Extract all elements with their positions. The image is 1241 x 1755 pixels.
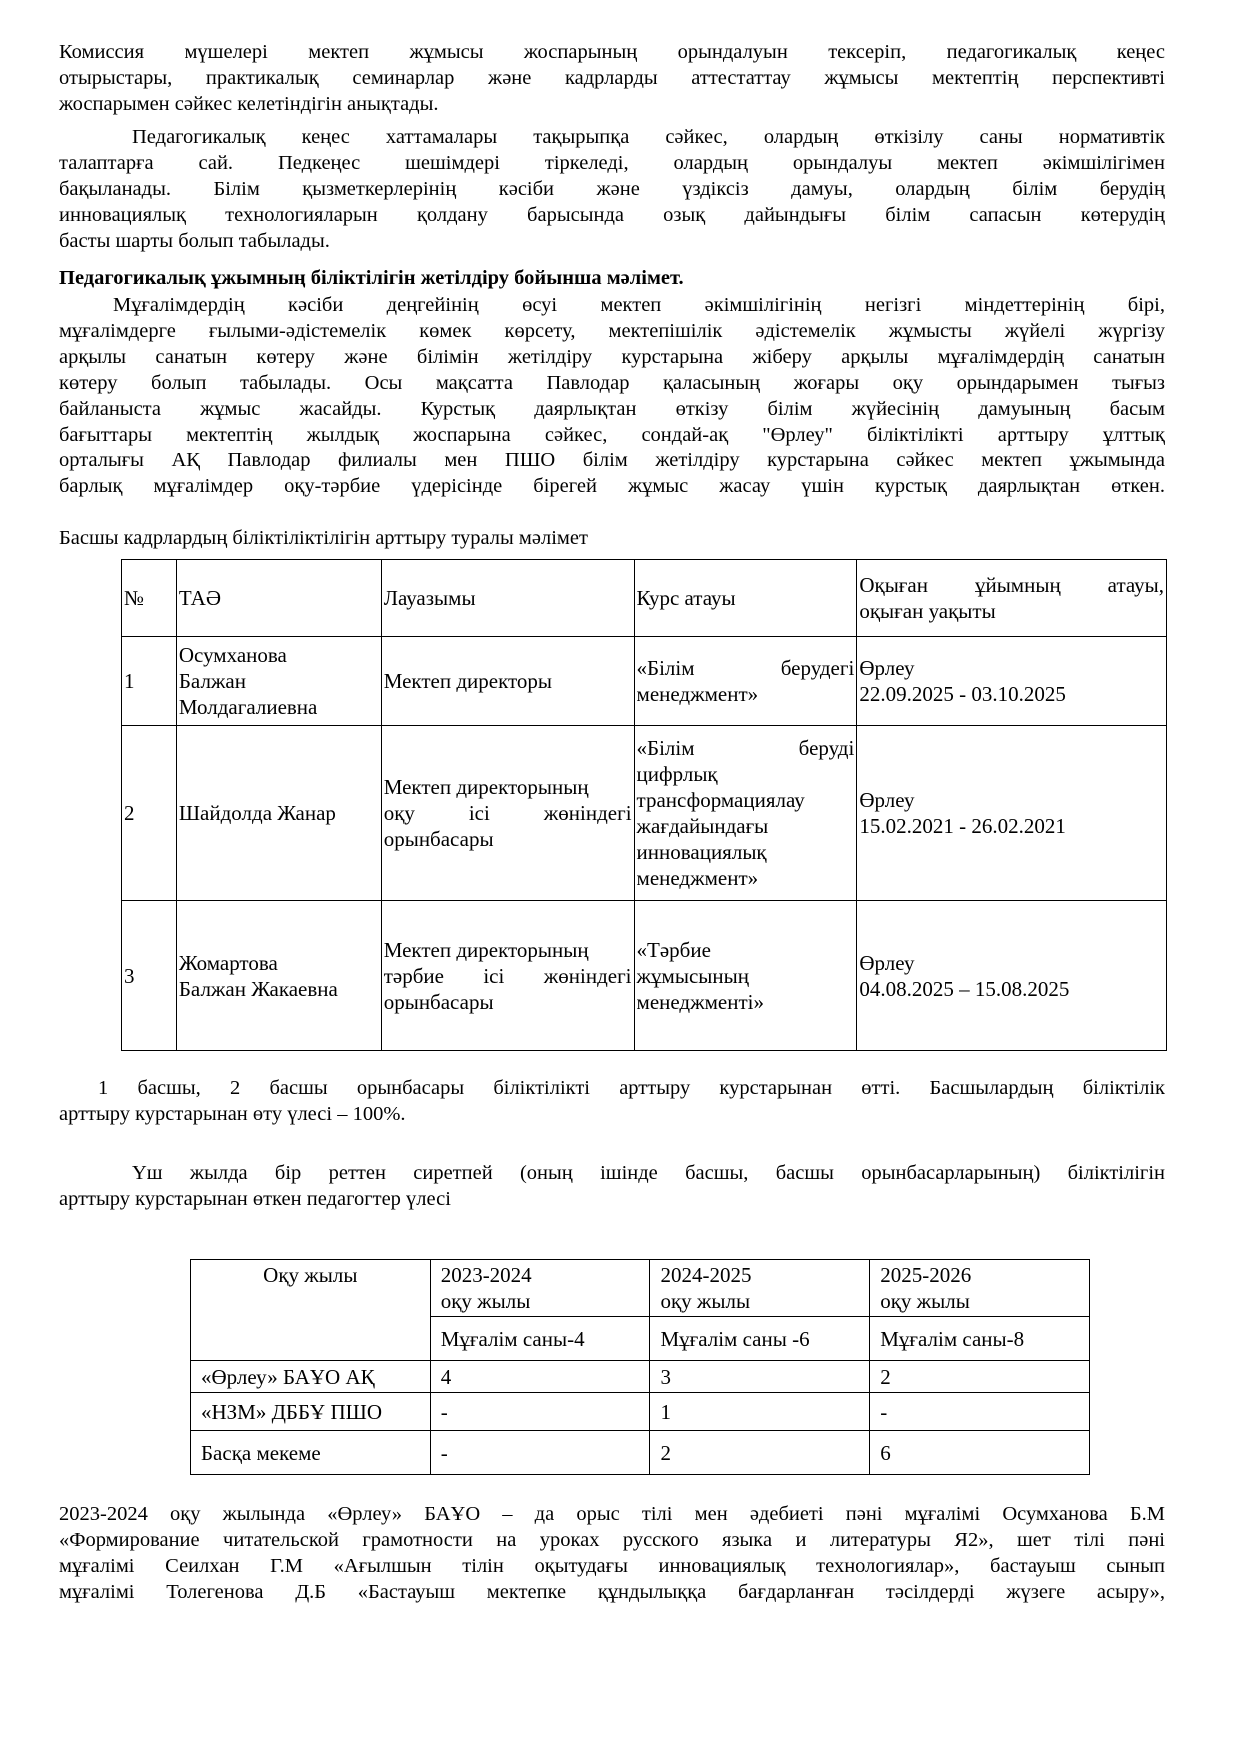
teacher-share-table (190, 1259, 1090, 1475)
row-organization (857, 637, 1167, 726)
row-value: 4 (430, 1361, 650, 1393)
text-line: орталығы АҚ Павлодар филиалы мен ПШО білім жетілдіру курстарына сәйкес мектеп ұжымында (59, 449, 1165, 472)
row-name (176, 637, 381, 726)
row-value: - (870, 1393, 1090, 1431)
table-row (191, 1431, 1090, 1475)
row-number: 3 (122, 901, 177, 1051)
row-label: «Өрлеу» БАҰО АҚ (191, 1361, 431, 1393)
row-value: - (430, 1431, 650, 1475)
row-position (381, 901, 634, 1051)
text-line: «Формирование читательской грамотности на уроках русского языка и литературы Я2», шет тілі пәні (59, 1528, 1165, 1551)
table-header-row (191, 1260, 1090, 1317)
table-row (191, 1361, 1090, 1393)
row-label: Басқа мекеме (191, 1431, 431, 1475)
cell-line: Балжан (178, 669, 246, 693)
header-course: Курс атауы (634, 560, 857, 637)
cell-line: менеджмент» (636, 682, 759, 706)
cell-line: 15.02.2021 - 26.02.2021 (859, 814, 1066, 838)
cell-line: Өрлеу (859, 788, 915, 812)
share-paragraph (59, 1161, 1165, 1213)
row-value: 1 (650, 1393, 870, 1431)
row-position (381, 637, 634, 726)
header-year (430, 1260, 650, 1317)
growth-paragraph (59, 293, 1165, 500)
section-heading: Педагогикалық ұжымның біліктілігін жетілдіру бойынша мәлімет. (59, 267, 684, 289)
text-line: 2023-2024 оқу жылында «Өрлеу» БАҰО – да орыс тілі мен әдебиеті пәні мұғалімі Осумханова Б.М (59, 1503, 1165, 1525)
row-label: «НЗМ» ДББҰ ПШО (191, 1393, 431, 1431)
intro-paragraph (59, 40, 1165, 118)
header-year (870, 1260, 1090, 1317)
cell-line: Өрлеу (859, 656, 915, 680)
row-name (176, 901, 381, 1051)
row-value: - (430, 1393, 650, 1431)
text-line: 1 басшы, 2 басшы орынбасары біліктілікті арттыру курстарынан өтті. Басшылардың біліктілік (98, 1077, 1165, 1099)
cell-line: 2023-2024 (440, 1263, 532, 1287)
cell-line: 2025-2026 (880, 1263, 972, 1287)
text-line: мұғалімдерге ғылыми-әдістемелік көмек көрсету, мектепішілік әдістемелік жұмысты жүйелі жүргізу (59, 319, 1165, 342)
table-header-row (122, 560, 1167, 637)
closing-paragraph (59, 1502, 1165, 1606)
cell-line: менеджмент» (636, 866, 759, 890)
row-value: 2 (870, 1361, 1090, 1393)
cell-line: жұмысының (636, 963, 749, 988)
cell-line: оқу жылы (880, 1289, 970, 1313)
row-organization (857, 726, 1167, 901)
row-organization (857, 901, 1167, 1051)
cell-line: Осумханова (178, 643, 287, 667)
cell-line: орынбасары (383, 827, 494, 851)
row-position (381, 726, 634, 901)
cell-line: цифрлық (636, 762, 718, 786)
cell-line: Мектеп директоры (383, 669, 553, 693)
text-line: көтеру болып табылады. Осы мақсатта Павлодар қаласының жоғары оқу орындарымен тығыз (59, 371, 1165, 394)
header-name: ТАӘ (176, 560, 381, 637)
cell-line: трансформациялау (636, 788, 805, 812)
text-line: мұғалімі Толегенова Д.Б «Бастауыш мектепке құндылыққа бағдарланған тәсілдерді жүзеге асыру», (59, 1580, 1165, 1603)
cell-line: тәрбие ісі жөніндегі (383, 963, 632, 988)
header-organization (857, 560, 1167, 637)
cell-line: 22.09.2025 - 03.10.2025 (859, 682, 1066, 706)
text-line: барлық мұғалімдер оқу-тәрбие үдерісінде бірегей жұмыс жасау үшін курстық даярлықтан өткен. (59, 475, 1165, 498)
teacher-count: Мұғалім саны-8 (870, 1317, 1090, 1361)
summary-paragraph (59, 1076, 1165, 1128)
header-position: Лауазымы (381, 560, 634, 637)
cell-line: инновациялық (636, 840, 767, 864)
cell-line: оқу жылы (660, 1289, 751, 1313)
row-course (634, 901, 857, 1051)
cell-line: «Білім берудегі (636, 656, 855, 680)
cell-line: «Білім беруді (636, 736, 855, 760)
cell-line: Мектеп директорының (383, 775, 589, 799)
header-year (650, 1260, 870, 1317)
cell-line: Балжан Жакаевна (178, 976, 338, 1001)
text-line: Комиссия мүшелері мектеп жұмысы жоспарының орындалуын тексеріп, педагогикалық кеңес (59, 41, 1165, 63)
cell-line: оқыған уақыты (859, 599, 996, 623)
cell-line: Оқыған ұйымның атауы, (859, 573, 1164, 597)
teacher-count: Мұғалім саны -6 (650, 1317, 870, 1361)
cell-line: Өрлеу (859, 950, 915, 975)
text-line: байланыста жұмыс жасайды. Курстық даярлықтан өткізу білім жүйесінің дамуының басым (59, 397, 1165, 420)
row-number: 2 (122, 726, 177, 901)
cell-line: Шайдолда Жанар (178, 801, 336, 825)
table-row (122, 726, 1167, 901)
table1-caption: Басшы кадрлардың біліктіліктілігін арттыру туралы мәлімет (59, 527, 588, 549)
text-line: бақыланады. Білім қызметкерлерінің кәсіби және үздіксіз дамуы, олардың білім берудің (59, 177, 1165, 200)
leaders-training-table (121, 559, 1167, 1051)
row-value: 6 (870, 1431, 1090, 1475)
text-line: арттыру курстарынан өту үлесі – 100%. (59, 1102, 406, 1125)
header-number: № (122, 560, 177, 637)
text-line: арттыру курстарынан өткен педагогтер үлесі (59, 1187, 451, 1210)
table-row (122, 637, 1167, 726)
text-line: арқылы санатын көтеру және білімін жетілдіру курстарына жіберу арқылы мұғалімдердің санатын (59, 345, 1165, 368)
text-line: жоспарымен сәйкес келетіндігін анықтады. (59, 92, 439, 115)
table-row (191, 1393, 1090, 1431)
cell-line: 2024-2025 (660, 1263, 752, 1287)
cell-line: «Тәрбие (636, 937, 711, 962)
cell-line: Молдагалиевна (178, 695, 318, 719)
council-paragraph (59, 125, 1165, 255)
text-line: басты шарты болып табылады. (59, 229, 330, 252)
row-course (634, 726, 857, 901)
row-course (634, 637, 857, 726)
text-line: бағыттары мектептің жылдық жоспарына сәйкес, сондай-ақ "Өрлеу" біліктілікті арттыру ұлттық (59, 423, 1165, 446)
cell-line: 04.08.2025 – 15.08.2025 (859, 976, 1070, 1001)
table-row (122, 901, 1167, 1051)
text-line: талаптарға сай. Педкеңес шешімдері тіркеледі, олардың орындалуы мектеп әкімшілігімен (59, 151, 1165, 174)
header-school-year: Оқу жылы (191, 1260, 431, 1361)
cell-line: Жомартова (178, 950, 278, 975)
text-line: инновациялық технологияларын қолдану барысында озық дайындығы білім сапасын көтерудің (59, 203, 1165, 226)
row-name (176, 726, 381, 901)
text-line: отырыстары, практикалық семинарлар және кадрларды аттестаттау жұмысы мектептің перспективті (59, 66, 1165, 89)
row-value: 2 (650, 1431, 870, 1475)
row-number: 1 (122, 637, 177, 726)
text-line: Үш жылда бір реттен сиретпей (оның ішінде басшы, басшы орынбасарларының) біліктілігін (132, 1162, 1165, 1184)
teacher-count: Мұғалім саны-4 (430, 1317, 650, 1361)
row-value: 3 (650, 1361, 870, 1393)
cell-line: жағдайындағы (636, 814, 769, 838)
text-line: Педагогикалық кеңес хаттамалары тақырыпқа сәйкес, олардың өткізілу саны нормативтік (132, 126, 1165, 148)
cell-line: оқу ісі жөніндегі (383, 801, 632, 825)
text-line: Мұғалімдердің кәсіби деңгейінің өсуі мектеп әкімшілігінің негізгі міндеттерінің бірі, (113, 294, 1165, 316)
text-line: мұғалімі Сеилхан Г.М «Ағылшын тілін оқытудағы инновациялық технологиялар», бастауыш сынып (59, 1554, 1165, 1577)
cell-line: Мектеп директорының (383, 937, 589, 962)
cell-line: менеджменті» (636, 989, 764, 1014)
cell-line: оқу жылы (440, 1289, 531, 1313)
cell-line: орынбасары (383, 989, 494, 1014)
